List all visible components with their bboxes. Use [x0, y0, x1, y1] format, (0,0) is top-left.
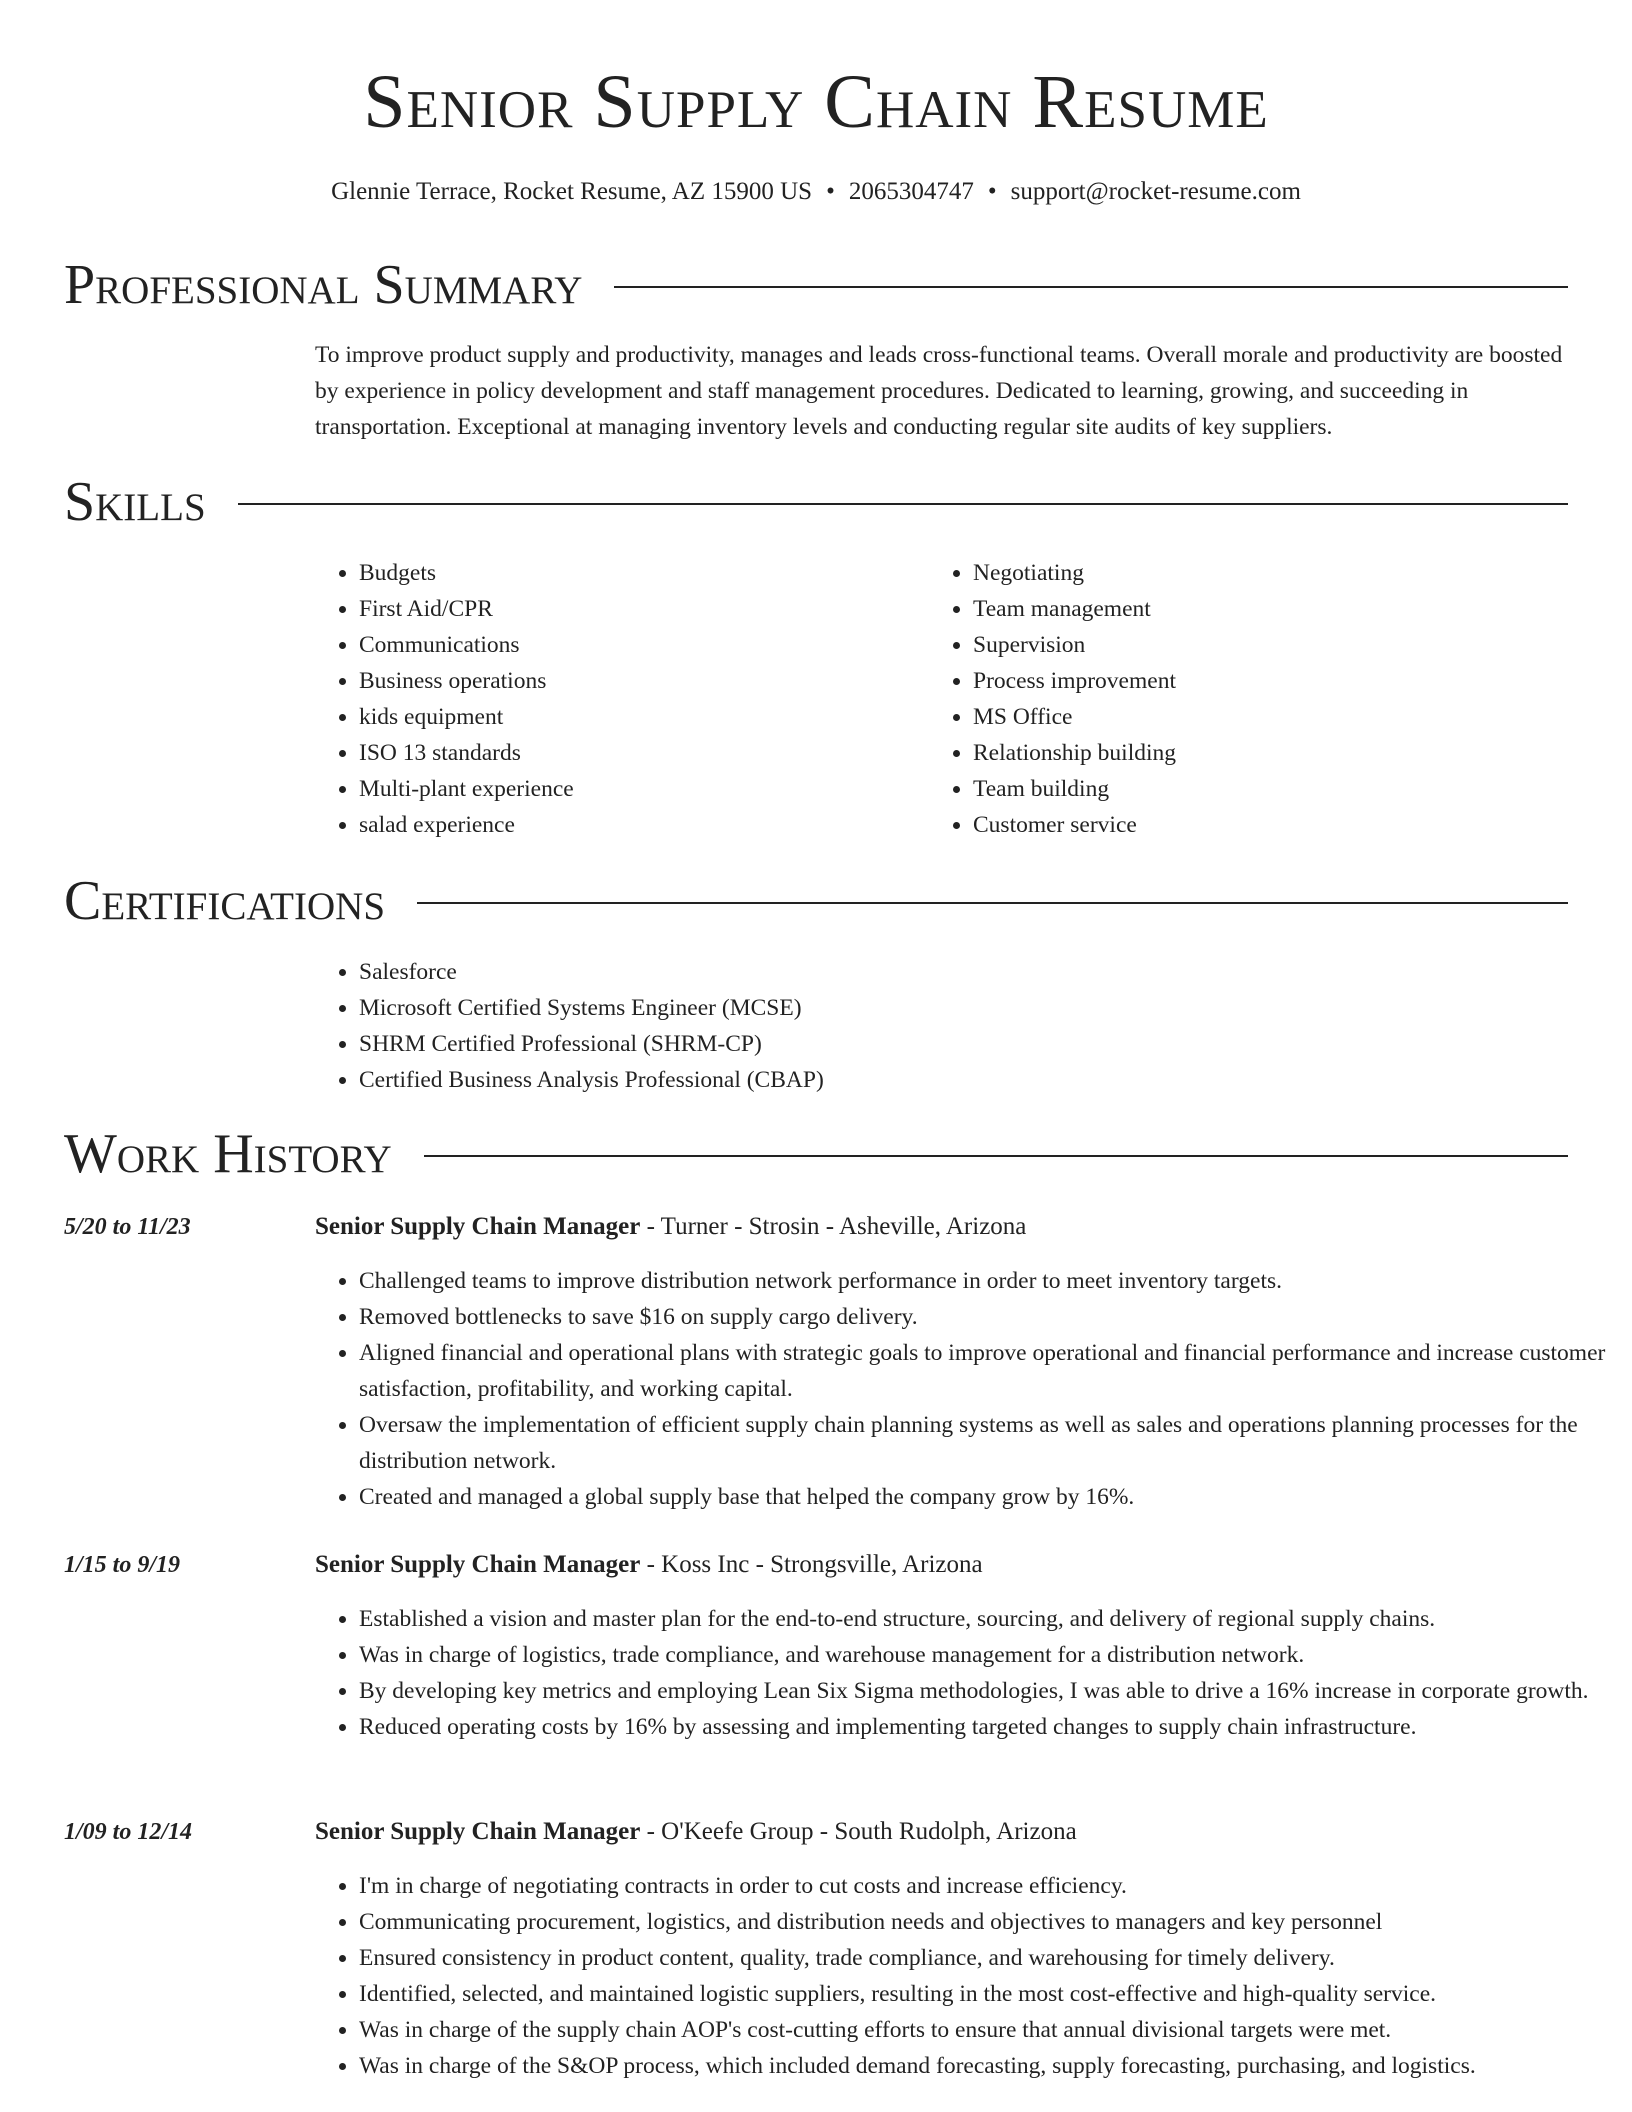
job-duties-list — [315, 1263, 1614, 1515]
section-divider — [238, 503, 1568, 505]
skill-item: • Communications — [359, 627, 919, 663]
section-divider — [614, 286, 1568, 288]
skill-item: • kids equipment — [359, 699, 919, 735]
resume-title: Senior Supply Chain Resume — [363, 60, 1269, 144]
certification-item: • Microsoft Certified Systems Engineer (MCSE) — [359, 990, 1559, 1026]
job-title: Senior Supply Chain Manager — [315, 1551, 641, 1578]
section-header-summary — [64, 250, 1568, 320]
job-duty-item: • Removed bottlenecks to save $16 on supply cargo delivery. — [359, 1299, 1614, 1335]
job-duty-item: • Was in charge of logistics, trade compliance, and warehouse management for a distribution network. — [359, 1637, 1614, 1673]
skill-item: • Process improvement — [973, 663, 1533, 699]
contact-line — [0, 172, 1632, 212]
job-duties-list — [315, 1868, 1614, 2084]
skill-item: • Relationship building — [973, 735, 1533, 771]
job-duty-item: • Was in charge of the S&OP process, which included demand forecasting, supply forecasting, purchasing, and logistics. — [359, 2048, 1614, 2084]
contact-separator: • — [826, 178, 835, 205]
skill-item: • Multi-plant experience — [359, 771, 919, 807]
job-duty-item: • Created and managed a global supply base that helped the company grow by 16%. — [359, 1479, 1614, 1515]
job-company-location: - Koss Inc - Strongsville, Arizona — [640, 1551, 983, 1578]
job-duty-item: • Established a vision and master plan for the end-to-end structure, sourcing, and delivery of regional supply chains. — [359, 1601, 1614, 1637]
job-heading — [315, 1209, 1026, 1245]
contact-email: support@rocket-resume.com — [1010, 178, 1301, 205]
job-duty-item: • Communicating procurement, logistics, and distribution needs and objectives to managers and key personnel — [359, 1904, 1614, 1940]
section-divider — [417, 902, 1568, 904]
job-title: Senior Supply Chain Manager — [315, 1213, 641, 1240]
job-duty-item: • Oversaw the implementation of efficient supply chain planning systems as well as sales and operations planning processes for the distribution network. — [359, 1407, 1614, 1479]
skill-item: • Team management — [973, 591, 1533, 627]
section-header-certifications — [64, 866, 1568, 936]
section-title-certifications: Certifications — [64, 870, 386, 932]
section-header-skills — [64, 467, 1568, 537]
job-duties-list — [315, 1601, 1614, 1745]
certification-item: • SHRM Certified Professional (SHRM-CP) — [359, 1026, 1559, 1062]
job-duty-item: • Identified, selected, and maintained logistic suppliers, resulting in the most cost-effective and high-quality service. — [359, 1976, 1614, 2012]
certification-item: • Certified Business Analysis Professional (CBAP) — [359, 1062, 1559, 1098]
skill-item: • Team building — [973, 771, 1533, 807]
certifications-list — [315, 954, 1559, 1098]
job-duty-item: • Was in charge of the supply chain AOP's cost-cutting efforts to ensure that annual divisional targets were met. — [359, 2012, 1614, 2048]
section-title-work-history: Work History — [64, 1123, 392, 1185]
job-dates: 1/09 to 12/14 — [64, 1819, 193, 1845]
skill-item: • MS Office — [973, 699, 1533, 735]
job-heading — [315, 1814, 1077, 1850]
skill-item: • ISO 13 standards — [359, 735, 919, 771]
section-title-skills: Skills — [64, 471, 206, 533]
skill-item: • Budgets — [359, 555, 919, 591]
skill-item: • Negotiating — [973, 555, 1533, 591]
job-company-location: - O'Keefe Group - South Rudolph, Arizona — [640, 1818, 1077, 1845]
job-title: Senior Supply Chain Manager — [315, 1818, 641, 1845]
certification-item: • Salesforce — [359, 954, 1559, 990]
contact-address: Glennie Terrace, Rocket Resume, AZ 15900 US — [331, 178, 813, 205]
skills-list-left — [315, 555, 919, 843]
skill-item: • salad experience — [359, 807, 919, 843]
skill-item: • Supervision — [973, 627, 1533, 663]
skill-item: • First Aid/CPR — [359, 591, 919, 627]
job-duty-item: • Ensured consistency in product content, quality, trade compliance, and warehousing for timely delivery. — [359, 1940, 1614, 1976]
job-duty-item: • Aligned financial and operational plans with strategic goals to improve operational and financial performance and increase customer satisfaction, profitability, and working capital. — [359, 1335, 1614, 1407]
contact-separator: • — [987, 178, 997, 205]
job-dates: 5/20 to 11/23 — [64, 1214, 191, 1240]
section-header-work-history — [64, 1119, 1568, 1189]
summary-text: To improve product supply and productivity, manages and leads cross-functional teams. Overall morale and productivity are boosted by experience in policy development and staff management procedures. Dedicated to learning, growing, and succeeding in transportation. Exceptional at managing inventory levels and conducting regular site audits of key suppliers. — [315, 342, 1563, 440]
job-duty-item: • Challenged teams to improve distribution network performance in order to meet inventory targets. — [359, 1263, 1614, 1299]
job-duty-item: • I'm in charge of negotiating contracts in order to cut costs and increase efficiency. — [359, 1868, 1614, 1904]
section-divider — [424, 1155, 1568, 1157]
skills-list-right — [929, 555, 1533, 843]
contact-phone: 2065304747 — [848, 178, 974, 205]
job-company-location: - Turner - Strosin - Asheville, Arizona — [640, 1213, 1027, 1240]
job-dates: 1/15 to 9/19 — [64, 1552, 181, 1578]
job-duty-item: • By developing key metrics and employing Lean Six Sigma methodologies, I was able to drive a 16% increase in corporate growth. — [359, 1673, 1614, 1709]
job-duty-item: • Reduced operating costs by 16% by assessing and implementing targeted changes to supply chain infrastructure. — [359, 1709, 1614, 1745]
skill-item: • Business operations — [359, 663, 919, 699]
section-title-summary: Professional Summary — [64, 254, 583, 316]
job-heading — [315, 1547, 983, 1583]
skill-item: • Customer service — [973, 807, 1533, 843]
